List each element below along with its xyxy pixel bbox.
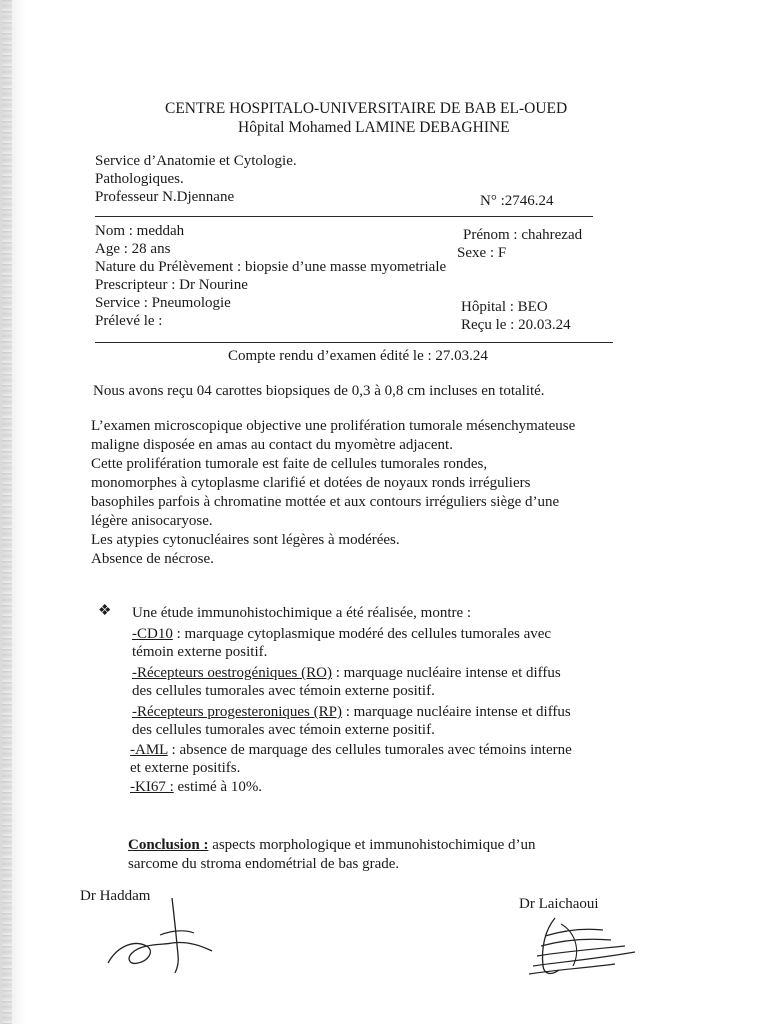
conclusion-cont: sarcome du stroma endométrial de bas grade. <box>128 856 400 872</box>
microscopy-line: légère anisocaryose. <box>91 513 213 529</box>
microscopy-line: monomorphes à cytoplasme clarifié et dotées de noyaux ronds irréguliers <box>91 475 531 491</box>
cd10-text: : marquage cytoplasmique modéré des cellules tumorales avec <box>172 626 552 642</box>
bullet-icon: ❖ <box>98 603 112 619</box>
institution-title: CENTRE HOSPITALO-UNIVERSITAIRE DE BAB EL-OUED <box>165 100 568 117</box>
ro-text: : marquage nucléaire intense et diffus <box>331 665 561 681</box>
right-signature-icon <box>515 910 645 985</box>
service-line-1: Service d’Anatomie et Cytologie. <box>95 153 297 169</box>
macroscopy-text: Nous avons reçu 04 carottes biopsiques de 0,3 à 0,8 cm incluses en totalité. <box>93 383 545 399</box>
ro-label: -Récepteurs oestrogéniques (RO) <box>132 665 332 681</box>
ki67-text: estimé à 10%. <box>173 779 263 795</box>
ihc-rp <box>132 703 571 722</box>
divider-bottom <box>95 342 613 343</box>
cd10-label: -CD10 <box>132 626 173 642</box>
microscopy-line: basophiles parfois à chromatine mottée et aux contours irréguliers siège d’une <box>91 494 560 510</box>
patient-nom: Nom : meddah <box>95 223 185 239</box>
conclusion <box>128 836 535 855</box>
ihc-cd10 <box>132 625 551 644</box>
ihc-intro: Une étude immunohistochimique a été réalisée, montre : <box>132 605 472 621</box>
conclusion-text: aspects morphologique et immunohistochimique d’un <box>208 837 536 853</box>
signer-left-name: Dr Haddam <box>80 888 151 904</box>
ihc-ro-cont: des cellules tumorales avec témoin externe positif. <box>132 683 435 699</box>
hospital-name: Hôpital Mohamed LAMINE DEBAGHINE <box>238 119 510 136</box>
microscopy-line: Cette prolifération tumorale est faite de cellules tumorales rondes, <box>91 456 488 472</box>
microscopy-line: Absence de nécrose. <box>91 551 214 567</box>
patient-service: Service : Pneumologie <box>95 295 231 311</box>
prescriber: Prescripteur : Dr Nourine <box>95 277 248 293</box>
patient-age: Age : 28 ans <box>95 241 171 257</box>
signer-right-name: Dr Laichaoui <box>519 896 599 912</box>
sampling-date: Prélevé le : <box>95 313 163 329</box>
ihc-cd10-cont: témoin externe positif. <box>132 644 268 660</box>
sample-nature: Nature du Prélèvement : biopsie d’une masse myometriale <box>95 259 447 275</box>
received-date: Reçu le : 20.03.24 <box>461 317 571 333</box>
ihc-ro <box>132 664 561 683</box>
professor-name: Professeur N.Djennane <box>95 189 235 205</box>
scan-edge <box>0 0 26 1024</box>
hospital-code: Hôpital : BEO <box>461 299 548 315</box>
ihc-aml <box>130 741 572 760</box>
rp-text: : marquage nucléaire intense et diffus <box>341 704 571 720</box>
microscopy-line: Les atypies cytonucléaires sont légères à modérées. <box>91 532 400 548</box>
aml-text: : absence de marquage des cellules tumorales avec témoins interne <box>167 742 572 758</box>
ki67-label: -KI67 : <box>130 779 174 795</box>
aml-label: -AML <box>130 742 168 758</box>
ihc-ki67 <box>130 778 262 797</box>
conclusion-label: Conclusion : <box>128 837 209 853</box>
service-line-2: Pathologiques. <box>95 171 184 187</box>
rp-label: -Récepteurs progesteroniques (RP) <box>132 704 342 720</box>
left-signature-icon <box>100 895 220 975</box>
report-date: Compte rendu d’examen édité le : 27.03.24 <box>228 348 488 364</box>
patient-prenom: Prénom : chahrezad <box>463 227 583 243</box>
microscopy-line: maligne disposée en amas au contact du myomètre adjacent. <box>91 437 453 453</box>
ihc-aml-cont: et externe positifs. <box>130 760 241 776</box>
report-number: N° :2746.24 <box>480 193 554 209</box>
ihc-rp-cont: des cellules tumorales avec témoin externe positif. <box>132 722 435 738</box>
patient-sexe: Sexe : F <box>457 245 507 261</box>
microscopy-line: L’examen microscopique objective une prolifération tumorale mésenchymateuse <box>91 418 576 434</box>
divider-top <box>95 216 593 217</box>
